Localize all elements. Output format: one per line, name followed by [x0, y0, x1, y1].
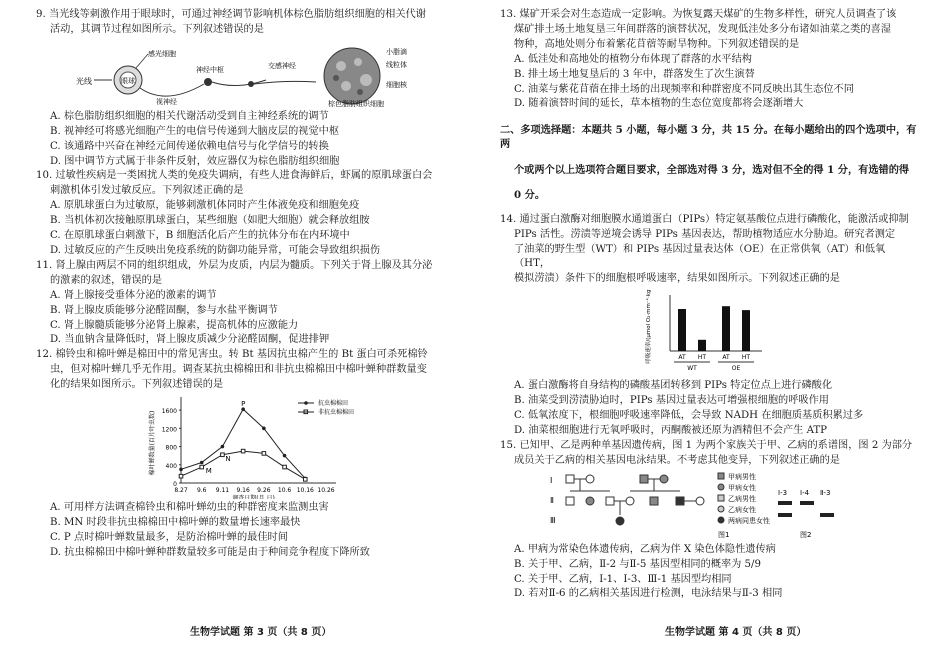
fig1-caption: 图1 — [718, 530, 730, 539]
q13-stem: 13. 煤矿开采会对生态造成一定影响。为恢复露天煤矿的生物多样性，研究人员调查了该 — [500, 9, 897, 20]
q13-option-a: A. 低洼处和高地处的植物分布体现了群落的水平结构 — [514, 53, 752, 65]
label-light: 光线 — [76, 76, 92, 86]
data-point — [303, 478, 307, 482]
data-point — [200, 461, 204, 465]
q12-line-chart — [36, 395, 451, 499]
section-2-header — [500, 123, 920, 203]
legend-label: 两病同患女性 — [728, 516, 770, 525]
q14-stem: 了油菜的野生型（WT）和 PIPs 基因过量表达体（OE）在正常供氧（AT）和低氧（HT， — [514, 243, 886, 270]
pedigree-male-affected — [676, 497, 684, 505]
group-label: WT — [687, 365, 697, 373]
x-tick-label: HT — [741, 354, 751, 362]
data-point — [241, 449, 245, 453]
q12-option-d: D. 抗虫棉棉田中棉叶蝉种群数量较多可能是由于种间竞争程度下降所致 — [50, 546, 370, 558]
right-page — [500, 8, 920, 602]
q14-option-d: D. 油菜根细胞进行无氧呼吸时，丙酮酸被还原为酒精但不会产生 ATP — [514, 424, 828, 436]
legend-label: 甲病女性 — [728, 483, 756, 492]
q14-figure — [500, 289, 920, 377]
q14-option-c: C. 低氧浓度下，根细胞呼吸速率降低，会导致 NADH 在细胞质基质积累过多 — [514, 410, 864, 422]
section-2-line: 个或两个以上选项符合题目要求，全部选对得 3 分，选对但不全的得 1 分，有选错的得 — [514, 163, 910, 176]
question-11 — [36, 259, 451, 348]
data-point — [221, 445, 225, 449]
pedigree-female-affected — [660, 475, 668, 483]
q12-option-a: A. 可用样方法调查棉铃虫和棉叶蝉幼虫的种群密度来监测虫害 — [50, 502, 329, 514]
data-point — [283, 465, 287, 469]
q14-stem: 14. 通过蛋白激酶对细胞膜水通道蛋白（PIPs）特定氨基酸位点进行磷酸化，能激活或抑制 — [500, 213, 909, 225]
y-tick-label: 400 — [165, 462, 177, 470]
left-page — [36, 8, 451, 561]
section-2-line: 二、多项选择题：本题共 5 小题，每小题 3 分，共 15 分。在每小题给出的四个选项中，有两 — [500, 123, 917, 151]
label-eye: 眼球 — [121, 76, 135, 85]
data-point — [179, 474, 183, 478]
annotation-p: P — [241, 400, 246, 409]
q12-stem: 化的结果如图所示。下列叙述错误的是 — [50, 379, 224, 391]
bar — [678, 309, 686, 351]
x-tick-label: 10.16 — [296, 487, 314, 495]
annotation-n: N — [225, 454, 231, 463]
x-tick-label: HT — [697, 354, 707, 362]
question-14 — [500, 213, 920, 439]
gel-band — [778, 513, 792, 517]
x-tick-label: 8.27 — [174, 487, 188, 495]
y-tick-label: 1200 — [161, 426, 177, 434]
q10-option-b: B. 当机体初次接触原肌球蛋白，某些细胞（如肥大细胞）就会释放组胺 — [50, 215, 370, 227]
fig2-caption: 图2 — [800, 530, 812, 539]
section-2-line: 0 分。 — [514, 188, 546, 201]
q11-option-a: A. 肾上腺接受垂体分泌的激素的调节 — [50, 289, 217, 301]
q9-option-b: B. 视神经可将感光细胞产生的电信号传递到大脑皮层的视觉中枢 — [50, 125, 340, 137]
label-sympathetic: 交感神经 — [268, 61, 296, 70]
bar — [722, 306, 730, 351]
y-tick-label: 0 — [173, 481, 177, 489]
pedigree-male-affected — [650, 497, 658, 505]
pedigree-female — [696, 497, 704, 505]
question-12 — [36, 348, 451, 560]
q13-option-c: C. 油菜与紫花苜蓿在排土场的出现频率和种群密度不同反映出其生态位不同 — [514, 83, 854, 95]
label-photoreceptor: 感光细胞 — [148, 49, 176, 58]
question-10 — [36, 169, 451, 258]
q13-stem: 煤矿排土场土地复垦三年间群落的演替状况，发现低洼处多分布诸如油菜之类的喜湿 — [514, 23, 891, 35]
q14-option-a: A. 蛋白激酶将自身结构的磷酸基团转移到 PIPs 特定位点上进行磷酸化 — [514, 380, 833, 392]
gel-band — [778, 501, 792, 505]
q13-option-b: B. 排土场土地复垦后的 3 年中，群落发生了次生演替 — [514, 68, 755, 80]
label-mitochondria: 线粒体 — [386, 60, 407, 69]
q9-option-d: D. 图中调节方式属于非条件反射，效应器仅为棕色脂肪组织细胞 — [50, 155, 340, 167]
q14-option-b: B. 油菜受到涝渍胁迫时，PIPs 基因过量表达可增强根细胞的呼吸作用 — [514, 395, 829, 407]
gel-band — [800, 501, 814, 505]
pedigree-male — [566, 475, 574, 483]
x-tick-label: AT — [722, 354, 730, 362]
q10-stem: 10. 过敏性疾病是一类困扰人类的免疫失调病，有些人进食海鲜后，虾属的原肌球蛋白会 — [36, 170, 433, 182]
q9-stem: 9. 当光线等刺激作用于眼球时，可通过神经调节影响机体棕色脂肪组织细胞的相关代谢 — [36, 9, 426, 20]
y-axis-label: 棉叶蝉数量(百片叶虫数) — [149, 410, 156, 476]
data-point — [262, 427, 266, 431]
legend-label: 甲病男性 — [728, 472, 756, 481]
label-nerve-center: 神经中枢 — [196, 65, 224, 74]
q12-stem: 虫，但对棉叶蝉几乎无作用。调查某抗虫棉棉田和非抗虫棉棉田中棉叶蝉种群数量变 — [50, 364, 427, 376]
y-axis-label: 呼吸速率/(μmol O₂·mm⁻¹·kg⁻¹) — [646, 289, 652, 364]
question-9 — [36, 8, 451, 169]
q15-pedigree — [500, 471, 920, 541]
q11-stem: 11. 肾上腺由两层不同的组织组成，外层为皮质，内层为髓质。下列关于肾上腺及其分泌 — [36, 259, 433, 271]
q15-option-c: C. 关于甲、乙病，Ⅰ-1、Ⅰ-3、Ⅲ-1 基因型均相同 — [514, 573, 732, 585]
gen-label-3: Ⅲ — [550, 515, 556, 525]
right-footer: 生物学试题 第 4 页（共 8 页） — [665, 627, 807, 638]
q14-bar-chart — [500, 289, 920, 377]
bar — [698, 340, 706, 351]
x-axis-label: 调查日期(月.日) — [232, 495, 275, 500]
data-point — [262, 452, 266, 456]
legend-label: 非抗虫棉棉田 — [318, 409, 355, 417]
q9-stem: 活动，其调节过程如图所示。下列叙述错误的是 — [50, 23, 264, 35]
q12-option-b: B. MN 时段非抗虫棉棉田中棉叶蝉的数量增长速率最快 — [50, 516, 301, 528]
gel-band — [820, 513, 834, 517]
gel-label: Ⅰ-4 — [800, 488, 810, 497]
q10-option-c: C. 在原肌球蛋白刺激下，B 细胞活化后产生的抗体分布在内环境中 — [50, 230, 350, 242]
x-tick-label: 9.6 — [196, 487, 207, 495]
q15-option-b: B. 关于甲、乙病，Ⅱ-2 与Ⅱ-5 基因型相同的概率为 5/9 — [514, 558, 761, 570]
q10-option-d: D. 过敏反应的产生反映出免疫系统的防御功能异常，可能会导致组织损伤 — [50, 244, 381, 256]
q11-option-d: D. 当血钠含量降低时，肾上腺皮质减少分泌醛固酮，促进排钾 — [50, 334, 330, 346]
x-tick-label: AT — [678, 354, 686, 362]
y-tick-label: 800 — [165, 444, 177, 452]
q13-option-d: D. 随着演替时间的延长，草本植物的生态位宽度都将会逐渐增大 — [514, 98, 804, 110]
pedigree-female — [586, 475, 594, 483]
q13-stem: 物种，高地处则分布着紫花苜蓿等耐旱物种。下列叙述错误的是 — [514, 38, 800, 50]
data-point — [179, 468, 183, 472]
pedigree-female — [626, 497, 634, 505]
left-footer: 生物学试题 第 3 页（共 8 页） — [190, 627, 332, 638]
x-tick-label: 9.16 — [236, 487, 250, 495]
question-13 — [500, 8, 920, 112]
q15-option-a: A. 甲病为常染色体遗传病，乙病为伴 X 染色体隐性遗传病 — [514, 543, 776, 555]
q15-figure — [500, 471, 920, 541]
group-label: OE — [731, 365, 741, 373]
label-brown-fat-cell: 棕色脂肪组织细胞 — [328, 99, 384, 108]
question-15 — [500, 439, 920, 602]
label-lipid-droplet: 小脂滴 — [386, 47, 407, 56]
q11-stem: 的激素的叙述，错误的是 — [50, 274, 163, 286]
y-tick-label: 1600 — [161, 408, 177, 416]
q11-option-c: C. 肾上腺髓质能够分泌肾上腺素，提高机体的应激能力 — [50, 319, 299, 331]
x-tick-label: 10.6 — [277, 487, 292, 495]
x-tick-label: 9.26 — [257, 487, 271, 495]
legend-label: 乙病男性 — [728, 494, 756, 503]
q12-figure — [36, 395, 451, 499]
pedigree-male-affected — [640, 475, 648, 483]
q14-stem: PIPs 活性。涝渍等逆境会诱导 PIPs 基因表达，帮助植物适应水分胁迫。研究者测定 — [514, 228, 896, 240]
gen-label-1: Ⅰ — [550, 475, 553, 485]
q14-stem: 模拟涝渍）条件下的细胞根呼吸速率，结果如图所示。下列叙述正确的是 — [514, 273, 840, 285]
q9-option-c: C. 该通路中兴奋在神经元间传递依赖电信号与化学信号的转换 — [50, 140, 329, 152]
x-tick-label: 10.26 — [317, 487, 335, 495]
q15-stem: 成员关于乙病的相关基因电泳结果。不考虑其他变异，下列叙述正确的是 — [514, 454, 840, 466]
pedigree-male — [566, 497, 574, 505]
pedigree-female-both — [616, 517, 624, 525]
legend-label: 乙病女性 — [728, 505, 756, 514]
data-point — [200, 465, 204, 469]
label-nucleus: 细胞核 — [386, 80, 407, 89]
annotation-m: M — [205, 467, 212, 476]
gel-label: Ⅰ-3 — [778, 488, 788, 497]
q9-diagram — [36, 40, 451, 108]
q10-option-a: A. 原肌球蛋白为过敏原，能够刺激机体同时产生体液免疫和细胞免疫 — [50, 200, 360, 212]
gen-label-2: Ⅱ — [550, 495, 554, 505]
data-point — [283, 454, 287, 458]
x-tick-label: 9.11 — [215, 487, 230, 495]
q11-option-b: B. 肾上腺皮质能够分泌醛固酮，参与水盐平衡调节 — [50, 304, 278, 316]
q15-option-d: D. 若对Ⅱ-6 的乙病相关基因进行检测，电泳结果与Ⅱ-3 相同 — [514, 588, 783, 600]
q9-figure — [36, 40, 451, 108]
bar — [742, 310, 750, 351]
data-point — [221, 453, 225, 457]
pedigree-male — [606, 497, 614, 505]
legend-label: 抗虫棉棉田 — [318, 400, 349, 408]
q9-option-a: A. 棕色脂肪组织细胞的相关代谢活动受到自主神经系统的调节 — [50, 110, 329, 122]
pedigree-female-affected — [586, 497, 594, 505]
q12-stem: 12. 棉铃虫和棉叶蝉是棉田中的常见害虫。转 Bt 基因抗虫棉产生的 Bt 蛋白可杀死棉铃 — [36, 349, 428, 361]
q15-stem: 15. 已知甲、乙是两种单基因遗传病，图 1 为两个家族关于甲、乙病的系谱图，图 2 为部分 — [500, 439, 913, 451]
label-optic-nerve: 视神经 — [156, 97, 177, 106]
q10-stem: 刺激机体引发过敏反应。下列叙述正确的是 — [50, 185, 244, 197]
gel-label: Ⅱ-3 — [820, 488, 831, 497]
q12-option-c: C. P 点时棉叶蝉数量最多，是防治棉叶蝉的最佳时间 — [50, 531, 288, 543]
